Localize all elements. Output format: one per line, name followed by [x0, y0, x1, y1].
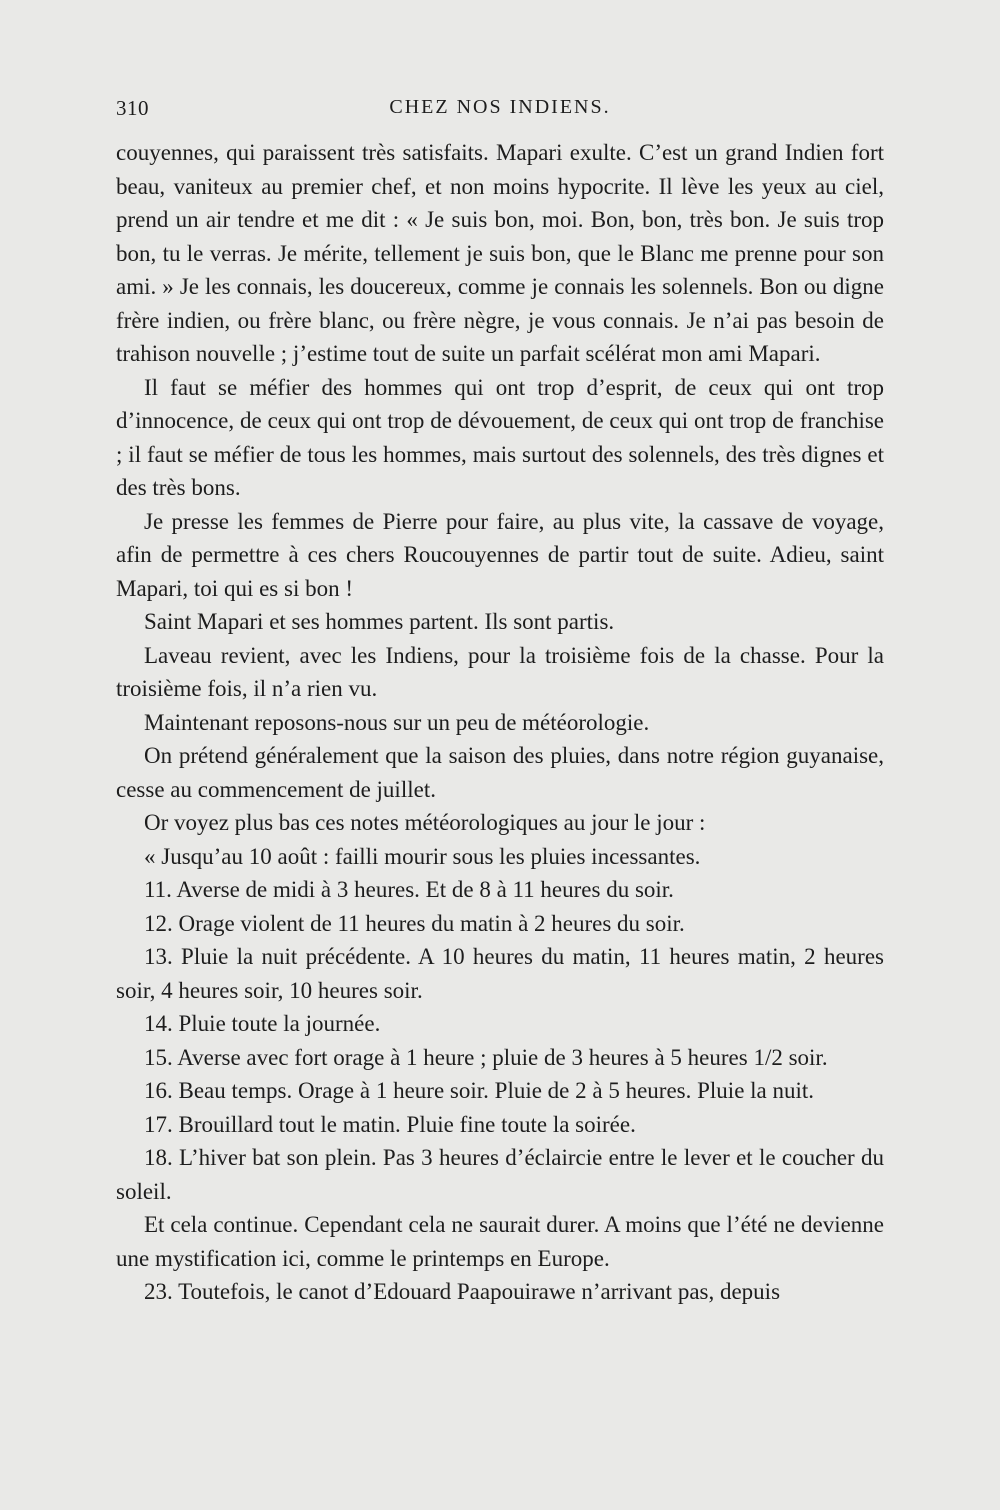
paragraph: Je presse les femmes de Pierre pour faire, au plus vite, la cassave de voyage, afin de permettre à ces chers Roucouyennes de partir tout de suite. Adieu, saint Mapari, toi qui es si bon !: [116, 508, 884, 601]
paragraph: Saint Mapari et ses hommes partent. Ils sont partis.: [144, 609, 615, 634]
diary-entry: 13. Pluie la nuit précédente. A 10 heures du matin, 11 heures matin, 2 heures soir, 4 heures soir, 10 heures soir.: [116, 944, 884, 1003]
paragraph: Or voyez plus bas ces notes météorologiques au jour le jour :: [144, 810, 706, 835]
diary-entry: 16. Beau temps. Orage à 1 heure soir. Pluie de 2 à 5 heures. Pluie la nuit.: [144, 1078, 815, 1103]
diary-entry: 12. Orage violent de 11 heures du matin à 2 heures du soir.: [144, 910, 685, 936]
diary-entry: 23. Toutefois, le canot d’Edouard Paapouirawe n’arrivant pas, depuis: [144, 1279, 781, 1304]
page-header: [116, 92, 884, 126]
page-number: 310: [116, 96, 149, 120]
diary-entry: 15. Averse avec fort orage à 1 heure ; pluie de 3 heures à 5 heures 1/2 soir.: [144, 1044, 828, 1070]
diary-entry: 14. Pluie toute la journée.: [144, 1011, 381, 1036]
paragraph: Il faut se méfier des hommes qui ont trop d’esprit, de ceux qui ont trop d’innocence, de ceux qui ont trop de dévouement, de ceux qui ont trop de franchise ; il faut se méfier de tous les hommes, mais surtout des solennels, des très dignes et des très bons.: [116, 374, 884, 500]
paragraph: couyennes, qui paraissent très satisfaits. Mapari exulte. C’est un grand Indien fort beau, vaniteux au premier chef, et non moins hypocrite. Il lève les yeux au ciel, prend un air tendre et me dit : « Je suis bon, moi. Bon, bon, très bon. Je suis trop bon, tu le verras. Je mérite, tellement je suis bon, que le Blanc me prenne pour son ami. » Je les connais, les doucereux, comme je connais les solennels. Bon ou digne frère indien, ou frère blanc, ou frère nègre, je vous connais. Je n’ai pas besoin de trahison nouvelle ; j’estime tout de suite un parfait scélérat mon ami Mapari.: [116, 140, 884, 366]
paragraph: On prétend généralement que la saison des pluies, dans notre région guyanaise, cesse au commencement de juillet.: [116, 743, 884, 802]
body-text: [116, 136, 884, 1309]
diary-entry: « Jusqu’au 10 août : failli mourir sous les pluies incessantes.: [144, 843, 701, 869]
diary-entry: 17. Brouillard tout le matin. Pluie fine toute la soirée.: [144, 1111, 636, 1137]
paragraph: Laveau revient, avec les Indiens, pour la troisième fois de la chasse. Pour la troisième fois, il n’a rien vu.: [116, 642, 884, 701]
paragraph: Et cela continue. Cependant cela ne saurait durer. A moins que l’été ne devienne une mystification ici, comme le printemps en Europe.: [116, 1212, 884, 1271]
diary-entry: 11. Averse de midi à 3 heures. Et de 8 à 11 heures du soir.: [144, 877, 674, 902]
diary-entry: 18. L’hiver bat son plein. Pas 3 heures d’éclaircie entre le lever et le coucher du soleil.: [116, 1145, 884, 1204]
running-title: CHEZ NOS INDIENS.: [389, 96, 611, 118]
paragraph: Maintenant reposons-nous sur un peu de météorologie.: [144, 709, 650, 735]
